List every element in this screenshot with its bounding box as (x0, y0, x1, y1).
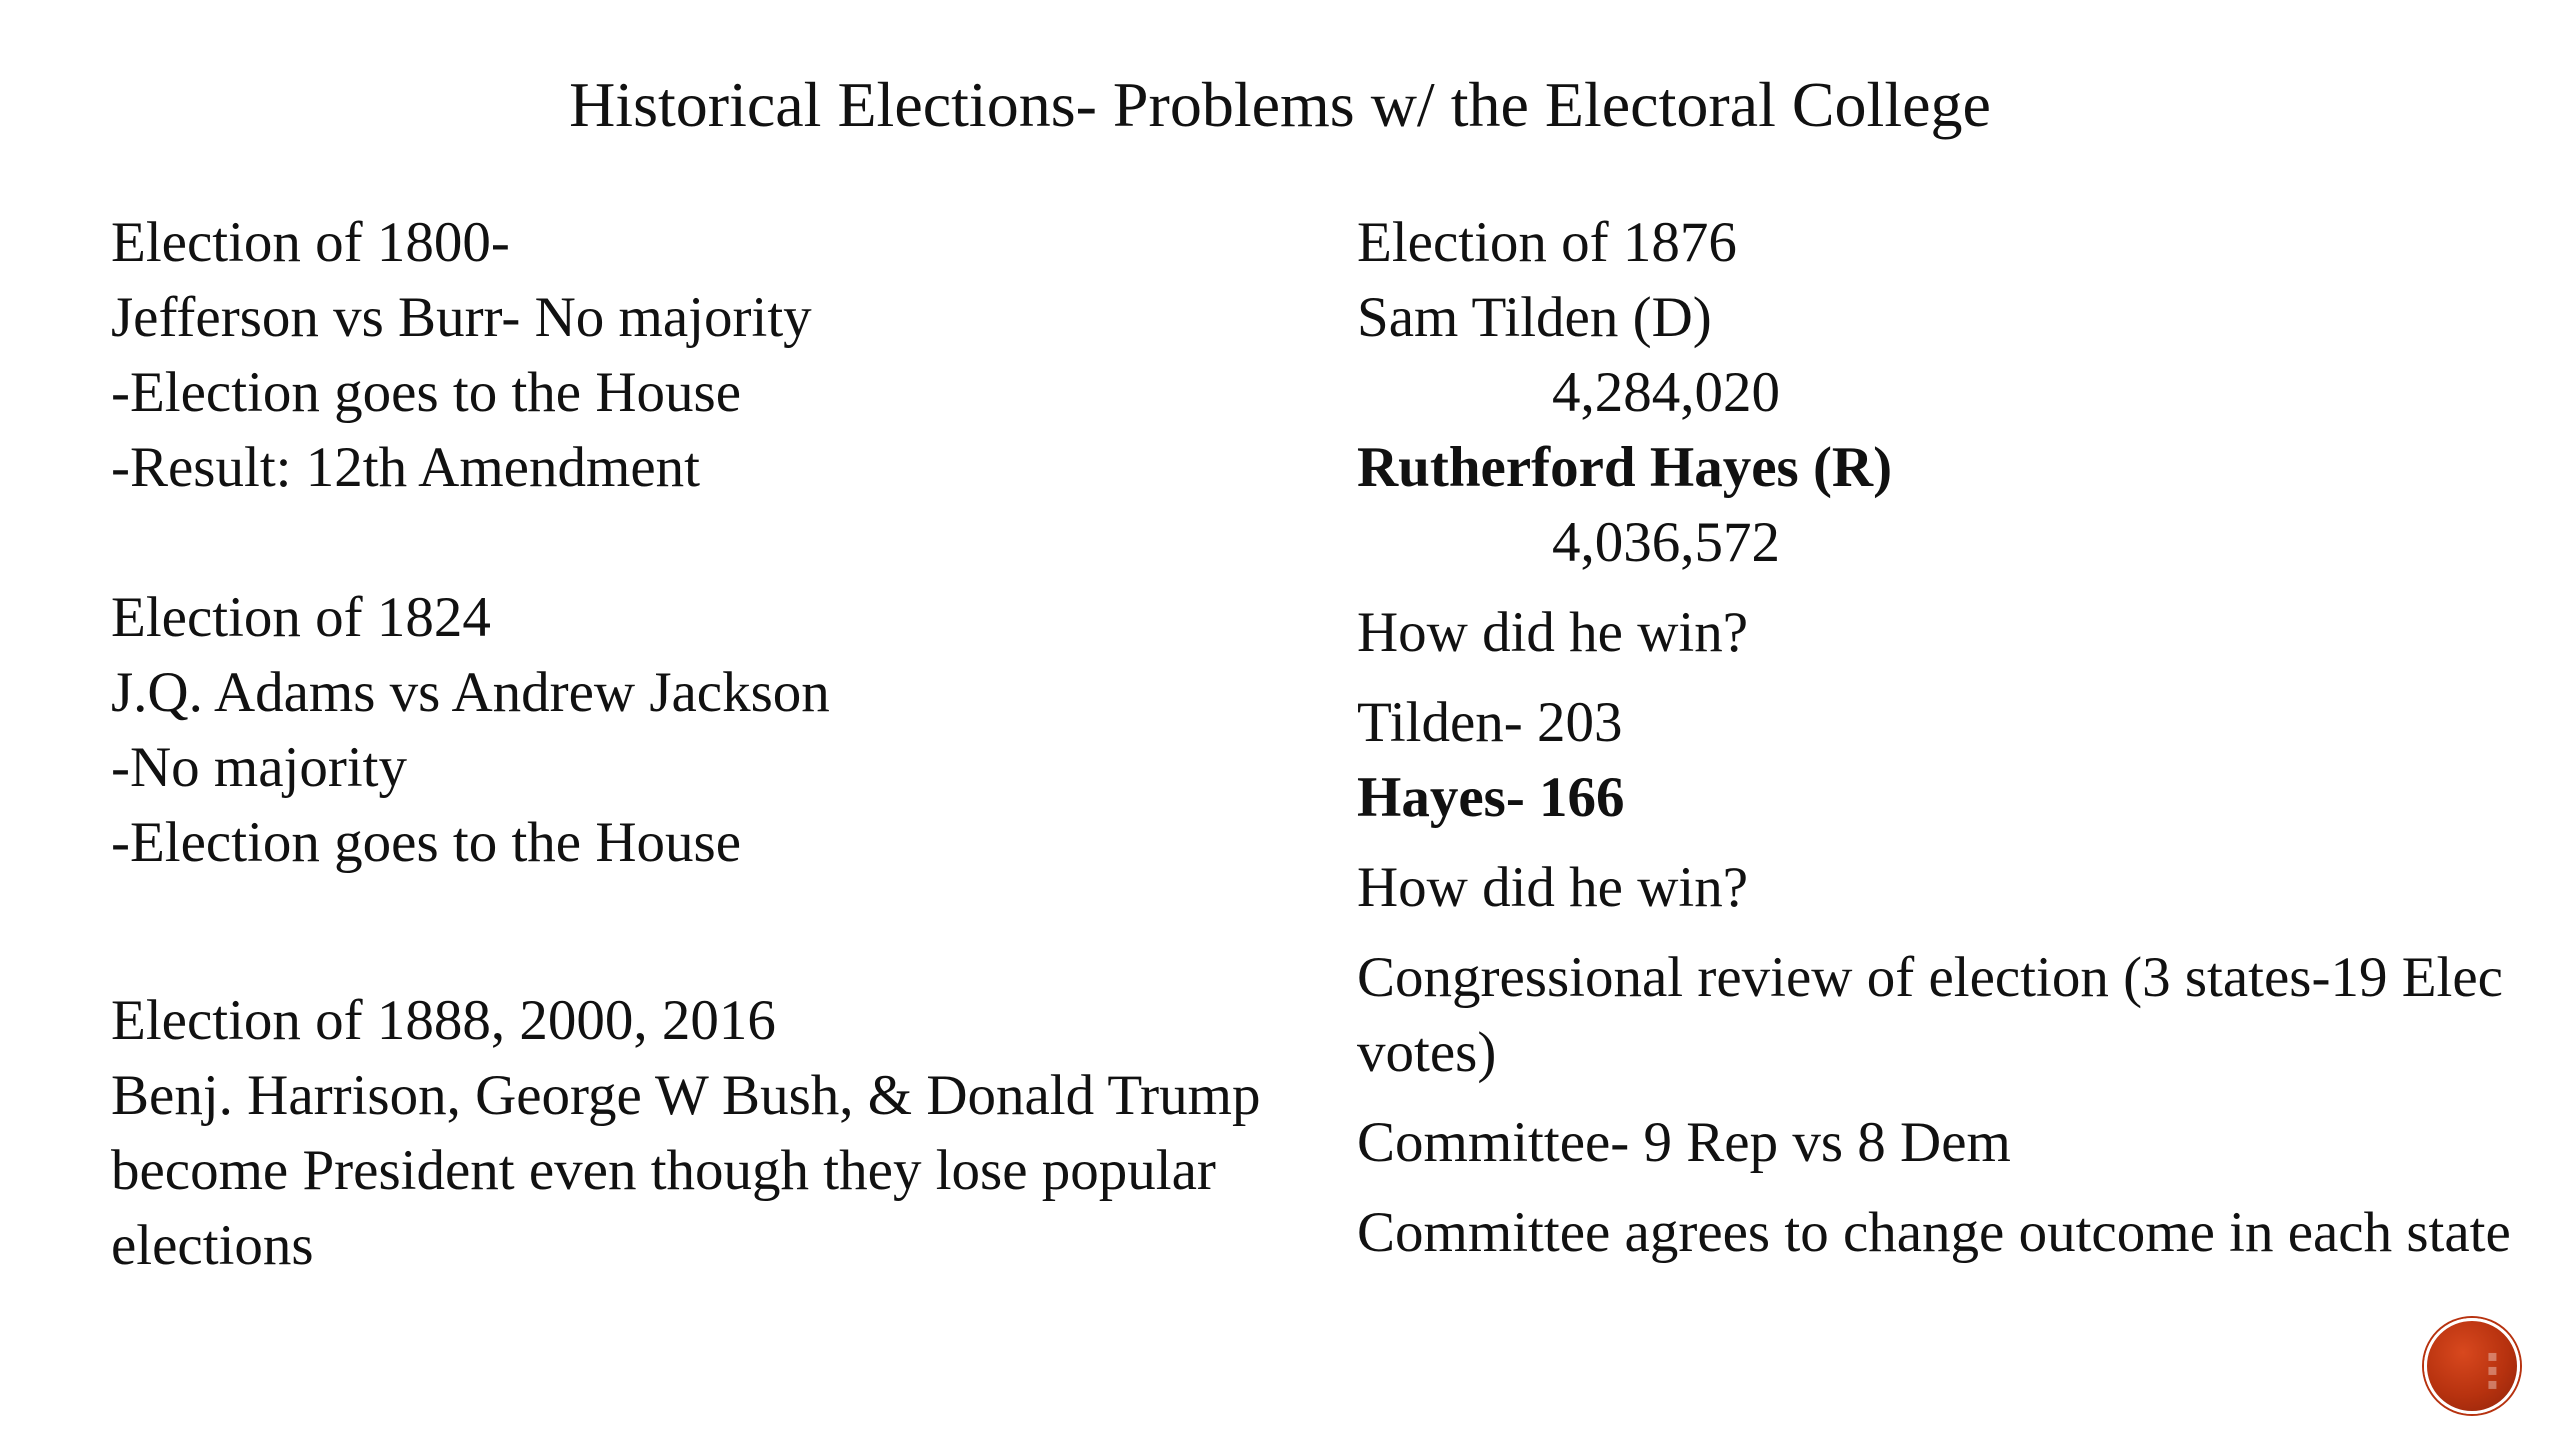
committee-outcome: Committee agrees to change outcome in each state (1357, 1201, 2511, 1264)
election-1800-heading: Election of 1800- (111, 211, 510, 274)
election-1800-line-2: -Election goes to the House (111, 361, 742, 424)
election-1824-line-2: -No majority (111, 736, 408, 799)
election-1824-line-3: -Election goes to the House (111, 811, 742, 874)
tilden-popular-votes: 4,284,020 (1552, 361, 1780, 424)
right-column (1357, 205, 2517, 1270)
hayes-electoral-votes: Hayes- 166 (1357, 766, 1625, 829)
left-column (111, 205, 1271, 1283)
tilden-name: Sam Tilden (D) (1357, 286, 1712, 349)
election-1888-block (111, 983, 1271, 1283)
election-1888-heading: Election of 1888, 2000, 2016 (111, 989, 776, 1052)
tilden-electoral-votes: Tilden- 203 (1357, 691, 1623, 754)
committee-split: Committee- 9 Rep vs 8 Dem (1357, 1111, 2011, 1174)
election-1824-line-1: J.Q. Adams vs Andrew Jackson (111, 661, 830, 724)
congressional-review: Congressional review of election (3 states-19 Elec votes) (1357, 946, 2503, 1084)
election-1800-line-3: -Result: 12th Amendment (111, 436, 700, 499)
election-1888-body: Benj. Harrison, George W Bush, & Donald Trump become President even though they lose popular elections (111, 1064, 1261, 1277)
election-1800-block (111, 205, 1271, 505)
election-1824-heading: Election of 1824 (111, 586, 491, 649)
election-1876-heading: Election of 1876 (1357, 211, 1737, 274)
election-1800-line-1: Jefferson vs Burr- No majority (111, 286, 812, 349)
question-2: How did he win? (1357, 856, 1749, 919)
hayes-name: Rutherford Hayes (R) (1357, 436, 1893, 499)
nav-circle-icon[interactable] (2424, 1318, 2520, 1414)
nav-glyph-icon: ▪ ▪ ▪ (2487, 1346, 2498, 1393)
hayes-popular-votes: 4,036,572 (1552, 511, 1780, 574)
question-1: How did he win? (1357, 601, 1749, 664)
slide-title: Historical Elections- Problems w/ the Electoral College (569, 69, 1991, 140)
election-1824-block (111, 580, 1271, 880)
